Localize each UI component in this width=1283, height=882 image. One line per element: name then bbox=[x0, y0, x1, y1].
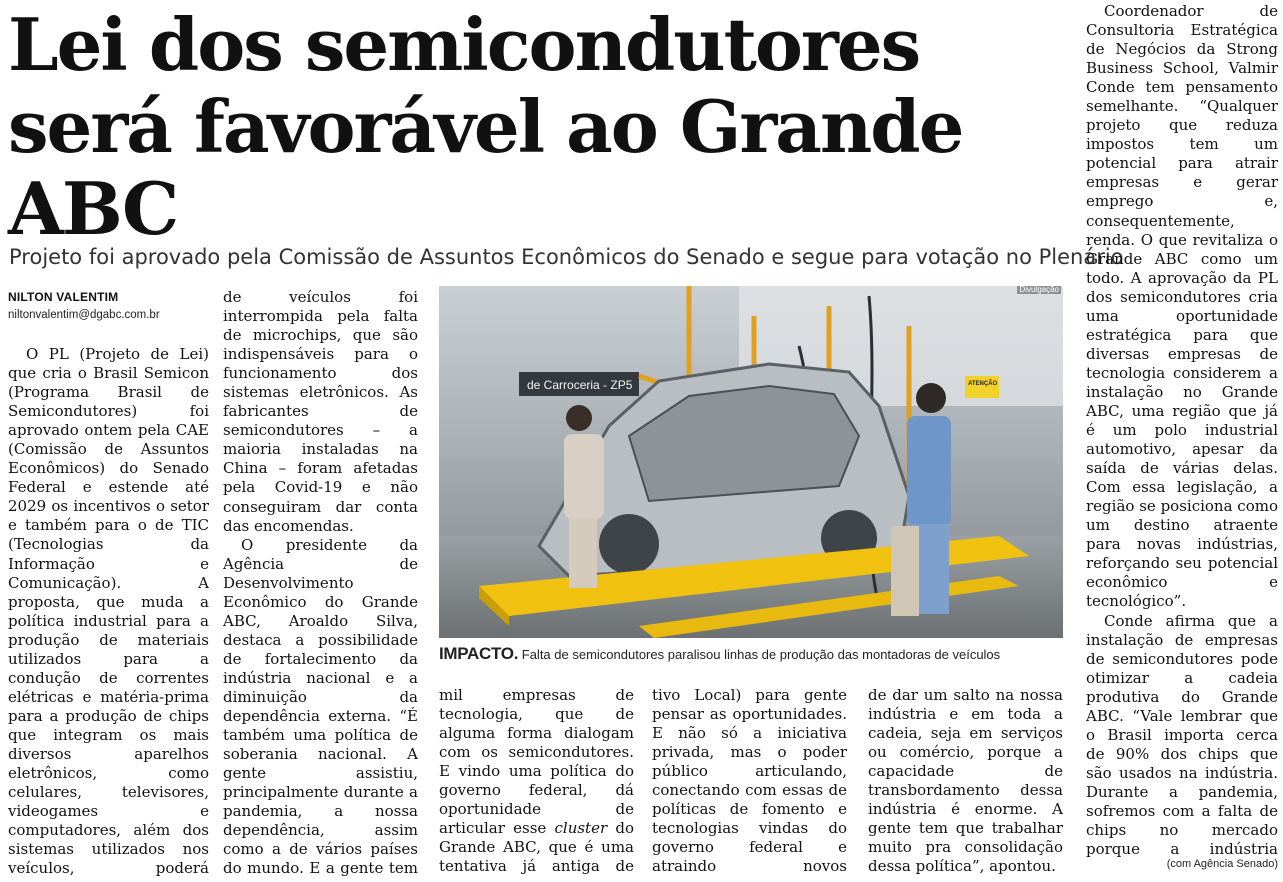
text-run: do Grande ABC, que é uma tentativa já antiga de bbox=[439, 819, 634, 876]
worker-left bbox=[564, 434, 604, 519]
warning-sign-text: ATENÇÃO bbox=[968, 381, 998, 387]
text-run: mil empresas de tecnologia, que de alguma forma dialogam com os semicondutores. E vindo uma política do governo federal, dá oportunidade de articular esse bbox=[439, 686, 634, 838]
paragraph-continued: de dar um salto na nossa indústria e em toda a cadeia, seja em serviços ou comércio, porque a capacidade de transbordamento dessa indústria é enorme. A gente tem que trabalhar muito pra consolidação dessa política”, apontou. bbox=[868, 686, 1063, 876]
paragraph-continued: tivo Local) para gente pensar as oportunidades. E não só a iniciativa privada, mas o poder público articulando, conectando com essas de políticas de fomento e tecnologias vindas do governo federal e atraindo novos bbox=[652, 686, 847, 876]
paragraph-continued bbox=[439, 686, 634, 878]
paragraph: Coordenador de Consultoria Estratégica de Negócios da Strong Business School, Valmir Conde tem pensamento semelhante. “Qualquer projeto que reduza impostos tem um potencial para atrair empresas e gerar emprego e, consequentemente, renda. O que revitaliza o Grande ABC como um todo. A aprovação da PL dos semicondutores cria uma oportunidade estratégica para que diversas empresas de tecnologia considerem a instalação no Grande ABC, uma região que já é um polo industrial automotivo, apesar da saída de várias delas. Com essa legislação, a região se posiciona como um destino atraente para novas indústrias, reforçando seu potencial econômico e tecnológico”. bbox=[1086, 2, 1278, 611]
author-email: niltonvalentim@dgabc.com.br bbox=[8, 309, 160, 321]
photo-illustration bbox=[439, 286, 1063, 638]
source-credit: (com Agência Senado) bbox=[1166, 858, 1278, 870]
paragraph-continued: de veículos foi interrompida pela falta de microchips, que são indispensáveis para o funcionamento dos sistemas eletrônicos. As fabricantes de semicondutores – a maioria instaladas na China – foram afetadas pela Covid-19 e não conseguiram dar conta das encomendas. bbox=[223, 288, 418, 535]
paragraph: O presidente da Agência de Desenvolvimento Econômico do Grande ABC, Aroaldo Silva, destaca a possibilidade de fortalecimento da indústria nacional e a diminuição da dependência externa. “É também uma política de soberania nacional. A gente assistiu, principalmente durante a pandemia, a nossa dependência, assim como a de vários países do mundo. E a gente tem bbox=[223, 535, 418, 878]
column-4 bbox=[652, 686, 847, 878]
caption-label: IMPACTO. bbox=[439, 644, 519, 663]
column-3 bbox=[439, 686, 634, 878]
headline: Lei dos semicondutores será favorável ao Grande ABC bbox=[8, 2, 963, 251]
photo-caption bbox=[439, 643, 1063, 666]
column-5 bbox=[868, 686, 1063, 878]
column-6 bbox=[1086, 2, 1278, 857]
caption-text: Falta de semicondutores paralisou linhas de produção das montadoras de veículos bbox=[521, 647, 1001, 662]
photo-credit: Divulgação bbox=[1019, 286, 1059, 294]
paragraph: Conde afirma que a instalação de empresas de semicondutores pode otimizar a cadeia produtiva do Grande ABC. “Vale lembrar que o Brasil importa cerca de 90% dos chips que são usados na indústria. Durante a pandemia, sofremos com a falta de chips no mercado porque a indústria bbox=[1086, 611, 1278, 857]
deck-subtitle: Projeto foi aprovado pela Comissão de Assuntos Econômicos do Senado e segue para votação no Plenário bbox=[9, 245, 1124, 269]
column-2 bbox=[223, 288, 418, 878]
photo-car-assembly-line bbox=[439, 286, 1063, 638]
column-1 bbox=[8, 345, 209, 877]
paragraph: O PL (Projeto de Lei) que cria o Brasil Semicon (Programa Brasil de Semicondutores) foi aprovado ontem pela CAE (Comissão de Assuntos Econômicos) do Senado Federal e estende até 2029 os incentivos o setor e também para o de TIC (Tecnologias da Informação e Comunicação). A proposta, que muda a política industrial para a produção de materiais utilizados para a condução de correntes elétricas e matéria-prima para a produção de chips que integram os mais diversos aparelhos eletrônicos, como celulares, televisores, videogames e computadores, além dos sistemas utilizados nos veículos, poderá bbox=[8, 345, 209, 877]
byline: NILTON VALENTIM bbox=[8, 290, 119, 304]
italic-term: cluster bbox=[554, 819, 608, 838]
worker-right bbox=[907, 416, 951, 526]
area-sign-text: de Carroceria - ZP5 bbox=[527, 378, 633, 392]
warning-sign bbox=[965, 376, 999, 398]
